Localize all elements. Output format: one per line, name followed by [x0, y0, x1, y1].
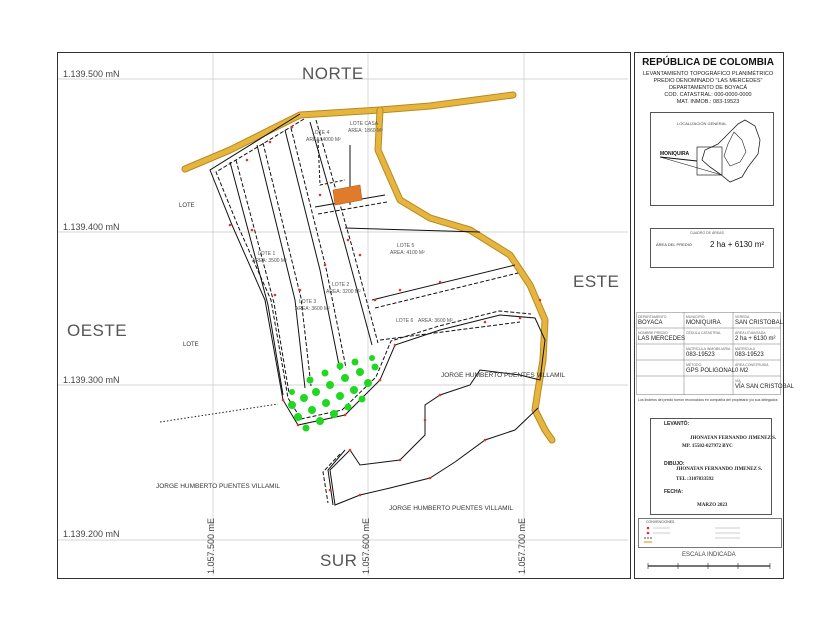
property-boundary — [210, 114, 545, 505]
road — [185, 95, 552, 440]
lot-label: LOTE 4 — [312, 130, 330, 136]
levanto-name: JHONATAN FERNANDO JIMENEZ S. — [690, 436, 777, 441]
dibujo-tel: TEL :3107833592 — [676, 477, 714, 482]
easting-label: 1.057.600 mE — [361, 517, 371, 574]
grid-value: SAN CRISTOBAL — [735, 320, 783, 326]
fecha-label: FECHA: — [664, 489, 683, 495]
grid-value: 2 ha + 6130 m² — [735, 336, 776, 342]
lot-area: AREA: 3500 M² — [252, 258, 287, 264]
note: Los linderos del predio fueron reconocidos en compañía del propietario y/o sus delegados — [638, 398, 778, 402]
neighbor-label: JORGE HUMBERTO PUENTES VILLAMIL — [441, 372, 566, 379]
lot-area: AREA: 4100 M² — [390, 250, 425, 256]
grid-label: ÁREA CONSTRUIDA — [735, 363, 769, 367]
lot-label: LOTE 1 — [258, 251, 276, 257]
location-map-icon — [650, 112, 772, 204]
neighbor-label: JORGE HUMBERTO PUENTES VILLAMIL — [156, 483, 281, 490]
west-label: OESTE — [67, 321, 128, 340]
northing-label: 1.139.500 mN — [63, 69, 120, 79]
areas-title: CUADRO DE ÁREAS — [690, 231, 724, 235]
grid-label: VEREDA — [735, 315, 750, 319]
grid-label: MUNICIPIO — [686, 315, 705, 319]
scale-label: ESCALA INDICADA — [682, 552, 736, 558]
grid-value: 083-19523 — [686, 352, 715, 358]
conventions-legend — [640, 525, 780, 545]
title-line: LEVANTAMIENTO TOPOGRÁFICO PLANIMÉTRICO — [642, 71, 774, 77]
easting-label: 1.057.700 mE — [517, 517, 527, 574]
grid-label: ÁREA LEVANTADA — [735, 331, 766, 335]
north-label: NORTE — [302, 64, 364, 83]
grid-value: GPS POLIGONAL — [686, 368, 736, 374]
grid-label: DEPARTAMENTO — [638, 315, 667, 319]
lot-area: AREA: 3600 M² — [418, 318, 453, 324]
grid-value: LAS MERCEDES — [638, 336, 686, 342]
title-line: MAT. INMOB.: 083-19523 — [676, 99, 740, 105]
northing-label: 1.139.200 mN — [63, 529, 120, 539]
grid-label: MÉTODO — [686, 363, 702, 367]
lot-area: AREA: 4000 M² — [306, 137, 341, 143]
area-label: ÁREA DEL PREDIO — [656, 242, 692, 247]
house-icon — [333, 185, 362, 205]
south-label: SUR — [320, 551, 358, 570]
lot-area: AREA: 3600 M² — [295, 306, 330, 312]
levanto-label: LEVANTÓ: — [664, 421, 690, 427]
area-value: 2 ha + 6130 m² — [710, 240, 765, 249]
lot-label: LOTE 3 — [299, 299, 317, 305]
lot-label: LOTE 6 — [396, 318, 414, 324]
title-line: COD. CATASTRAL: 000-0000-0000 — [664, 92, 752, 98]
lot-area: AREA: 1860 M² — [348, 128, 383, 134]
grid-value: MONIQUIRA — [686, 320, 721, 326]
levanto-mp: MP. 15502-027972 BYC — [682, 444, 733, 449]
title-line: DEPARTAMENTO DE BOYACÁ — [668, 85, 748, 91]
east-label: ESTE — [573, 272, 620, 291]
west-boundary-line — [160, 404, 278, 422]
grid-label: MATRÍCULA INMOBILIARIA — [686, 347, 731, 351]
dibujo-label: DIBUJO: — [664, 461, 685, 467]
location-town: MONIQUIRA — [660, 151, 690, 157]
grid-value: VÍA SAN CRISTOBAL — [735, 384, 794, 390]
neighbor-label: LOTE — [183, 342, 199, 348]
grid-value: BOYACA — [638, 320, 663, 326]
grid-value: 083-19523 — [735, 352, 764, 358]
grid-label: MATRÍCULA — [735, 347, 755, 351]
lot-area: AREA: 3200 M² — [326, 289, 361, 295]
fecha-value: MARZO 2023 — [697, 503, 728, 508]
northing-label: 1.139.400 mN — [63, 222, 120, 232]
neighbor-label: LOTE — [179, 203, 195, 209]
grid-label: NOMBRE PREDIO — [638, 331, 668, 335]
country-title: REPÚBLICA DE COLOMBIA — [642, 57, 774, 68]
lot-label: LOTE CASA — [350, 121, 379, 127]
location-label: LOCALIZACIÓN GENERAL — [677, 121, 727, 126]
easting-label: 1.057.500 mE — [206, 517, 216, 574]
grid-label: VÍA — [735, 379, 741, 383]
northing-label: 1.139.300 mN — [63, 375, 120, 385]
conventions-label: CONVENCIONES — [646, 520, 675, 524]
scale-bar — [640, 560, 780, 572]
lot-label: LOTE 2 — [332, 282, 350, 288]
grid-label: CÉDULA CATASTRAL — [686, 331, 722, 335]
lot-label: LOTE 5 — [397, 243, 415, 249]
tree-cluster — [288, 355, 379, 432]
title-line: PREDIO DENOMINADO "LAS MERCEDES" — [653, 78, 763, 84]
dibujo-name: JHONATAN FERNANDO JIMENEZ S. — [676, 467, 763, 472]
neighbor-label: JORGE HUMBERTO PUENTES VILLAMIL — [389, 505, 514, 512]
grid-value: 0 M2 — [735, 368, 749, 374]
